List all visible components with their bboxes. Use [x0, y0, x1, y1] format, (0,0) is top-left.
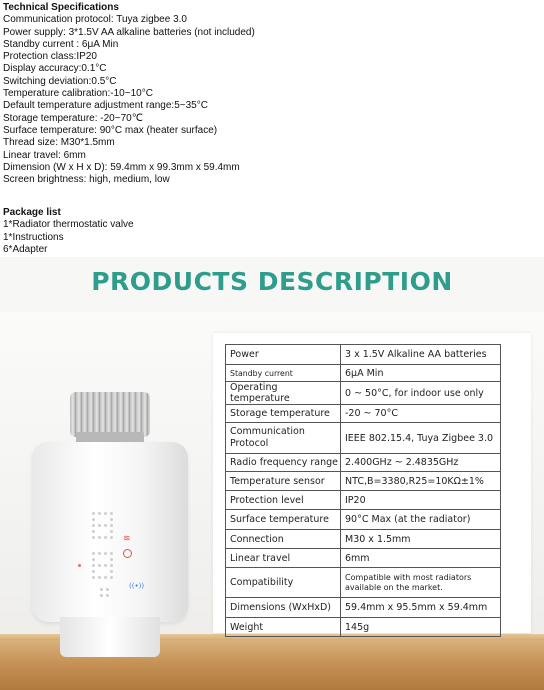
spec-line: Standby current : 6μA Min — [3, 38, 119, 50]
display-dot — [98, 576, 101, 579]
display-dot — [92, 570, 95, 573]
display-dot — [106, 594, 109, 597]
spec-line: Communication protocol: Tuya zigbee 3.0 — [3, 14, 187, 26]
display-dot — [110, 570, 113, 573]
spec-line: Switching deviation:0.5°C — [3, 75, 117, 87]
table-row — [226, 405, 501, 423]
spec-key: Standby current — [226, 365, 341, 382]
table-row — [226, 423, 501, 454]
spec-line: Screen brightness: high, medium, low — [3, 174, 170, 186]
display-dot — [110, 512, 113, 515]
spec-value: 3 x 1.5V Alkaline AA batteries — [341, 345, 501, 365]
thermostat-base — [60, 617, 160, 657]
display-dot — [92, 530, 95, 533]
spec-key: Weight — [226, 618, 341, 637]
display-dot — [110, 552, 113, 555]
spec-key: Compatibility — [226, 568, 341, 598]
spec-key: Surface temperature — [226, 510, 341, 530]
spec-key: Connection — [226, 530, 341, 549]
display-dot — [110, 530, 113, 533]
display-dot — [100, 588, 103, 591]
display-dot — [92, 552, 95, 555]
spec-key: Dimensions (WxHxD) — [226, 598, 341, 618]
spec-line: Linear travel: 6mm — [3, 149, 86, 161]
product-scene — [0, 312, 544, 690]
display-dot — [98, 536, 101, 539]
spec-key: Radio frequency range — [226, 454, 341, 472]
display-dot — [92, 536, 95, 539]
spec-key: Power — [226, 345, 341, 365]
display-dot — [110, 536, 113, 539]
spec-line: Power supply: 3*1.5V AA alkaline batteries (not included) — [3, 26, 255, 38]
display-dot — [104, 564, 107, 567]
spec-value: M30 x 1.5mm — [341, 530, 501, 549]
display-dot — [92, 524, 95, 527]
spec-key: Linear travel — [226, 549, 341, 568]
table-row — [226, 345, 501, 365]
package-list-heading: Package list — [3, 207, 61, 218]
package-item: 1*Instructions — [3, 231, 64, 243]
display-dot — [104, 576, 107, 579]
display-dot — [104, 524, 107, 527]
spec-line: Surface temperature: 90°C max (heater surface) — [3, 124, 218, 136]
spec-line: Default temperature adjustment range:5~35°C — [3, 100, 208, 112]
table-row — [226, 365, 501, 382]
package-item: 1*Radiator thermostatic valve — [3, 219, 134, 231]
display-dot — [92, 564, 95, 567]
spec-line: Storage temperature: -20~70℃ — [3, 112, 143, 124]
spec-value: -20 ~ 70°C — [341, 405, 501, 423]
wireless-icon: ((•)) — [129, 582, 145, 590]
thermostat-image — [30, 392, 190, 652]
package-list — [3, 207, 543, 256]
banner-title: PRODUCTS DESCRIPTION — [91, 267, 453, 296]
table-row — [226, 510, 501, 530]
technical-specifications — [3, 2, 543, 186]
table-row — [226, 472, 501, 491]
display-dot — [106, 588, 109, 591]
display-dot — [98, 524, 101, 527]
table-row — [226, 568, 501, 598]
display-dot — [110, 558, 113, 561]
spec-value: 145g — [341, 618, 501, 637]
spec-line: Thread size: M30*1.5mm — [3, 137, 115, 149]
display-dot — [98, 564, 101, 567]
table-row — [226, 454, 501, 472]
display-dot — [92, 558, 95, 561]
display-dot — [98, 512, 101, 515]
table-row — [226, 491, 501, 510]
spec-table-card — [213, 333, 531, 633]
spec-value: 0 ~ 50°C, for indoor use only — [341, 382, 501, 405]
thermostat-knob — [70, 392, 150, 437]
spec-value: 6μA Min — [341, 365, 501, 382]
display-dot — [98, 552, 101, 555]
display-dot — [92, 512, 95, 515]
clock-icon — [123, 549, 132, 558]
display-dot — [92, 576, 95, 579]
spec-key: Communication Protocol — [226, 423, 341, 454]
spec-key: Protection level — [226, 491, 341, 510]
heat-wave-icon: ≋ — [123, 534, 131, 544]
display-dot — [104, 512, 107, 515]
spec-value: 59.4mm x 95.5mm x 59.4mm — [341, 598, 501, 618]
spec-value: NTC,B=3380,R25=10KΩ±1% — [341, 472, 501, 491]
spec-line: Protection class:IP20 — [3, 51, 97, 63]
display-dot — [104, 552, 107, 555]
spec-line: Display accuracy:0.1°C — [3, 63, 107, 75]
spec-value: IP20 — [341, 491, 501, 510]
package-item: 6*Adapter — [3, 243, 48, 255]
display-dot — [92, 518, 95, 521]
display-dot — [104, 536, 107, 539]
spec-value: IEEE 802.15.4, Tuya Zigbee 3.0 — [341, 423, 501, 454]
table-row — [226, 549, 501, 568]
table-row — [226, 618, 501, 637]
display-dot — [110, 576, 113, 579]
technical-specifications-heading: Technical Specifications — [3, 2, 119, 13]
spec-line: Dimension (W x H x D): 59.4mm x 99.3mm x 59.4mm — [3, 161, 240, 173]
display-dot — [110, 564, 113, 567]
banner-header — [0, 257, 544, 312]
display-dot — [110, 518, 113, 521]
spec-value: Compatible with most radiators available on the market. — [341, 568, 501, 598]
table-row — [226, 598, 501, 618]
spec-value: 90°C Max (at the radiator) — [341, 510, 501, 530]
spec-value: 2.400GHz ~ 2.4835GHz — [341, 454, 501, 472]
spec-key: Temperature sensor — [226, 472, 341, 491]
spec-key: Operating temperature — [226, 382, 341, 405]
display-dot — [100, 594, 103, 597]
display-dot — [110, 524, 113, 527]
table-row — [226, 382, 501, 405]
products-description-banner — [0, 257, 544, 690]
table-row — [226, 530, 501, 549]
spec-key: Storage temperature — [226, 405, 341, 423]
spec-value: 6mm — [341, 549, 501, 568]
status-led — [78, 564, 81, 567]
spec-line: Temperature calibration:-10~10°C — [3, 88, 153, 100]
spec-table — [225, 344, 501, 637]
